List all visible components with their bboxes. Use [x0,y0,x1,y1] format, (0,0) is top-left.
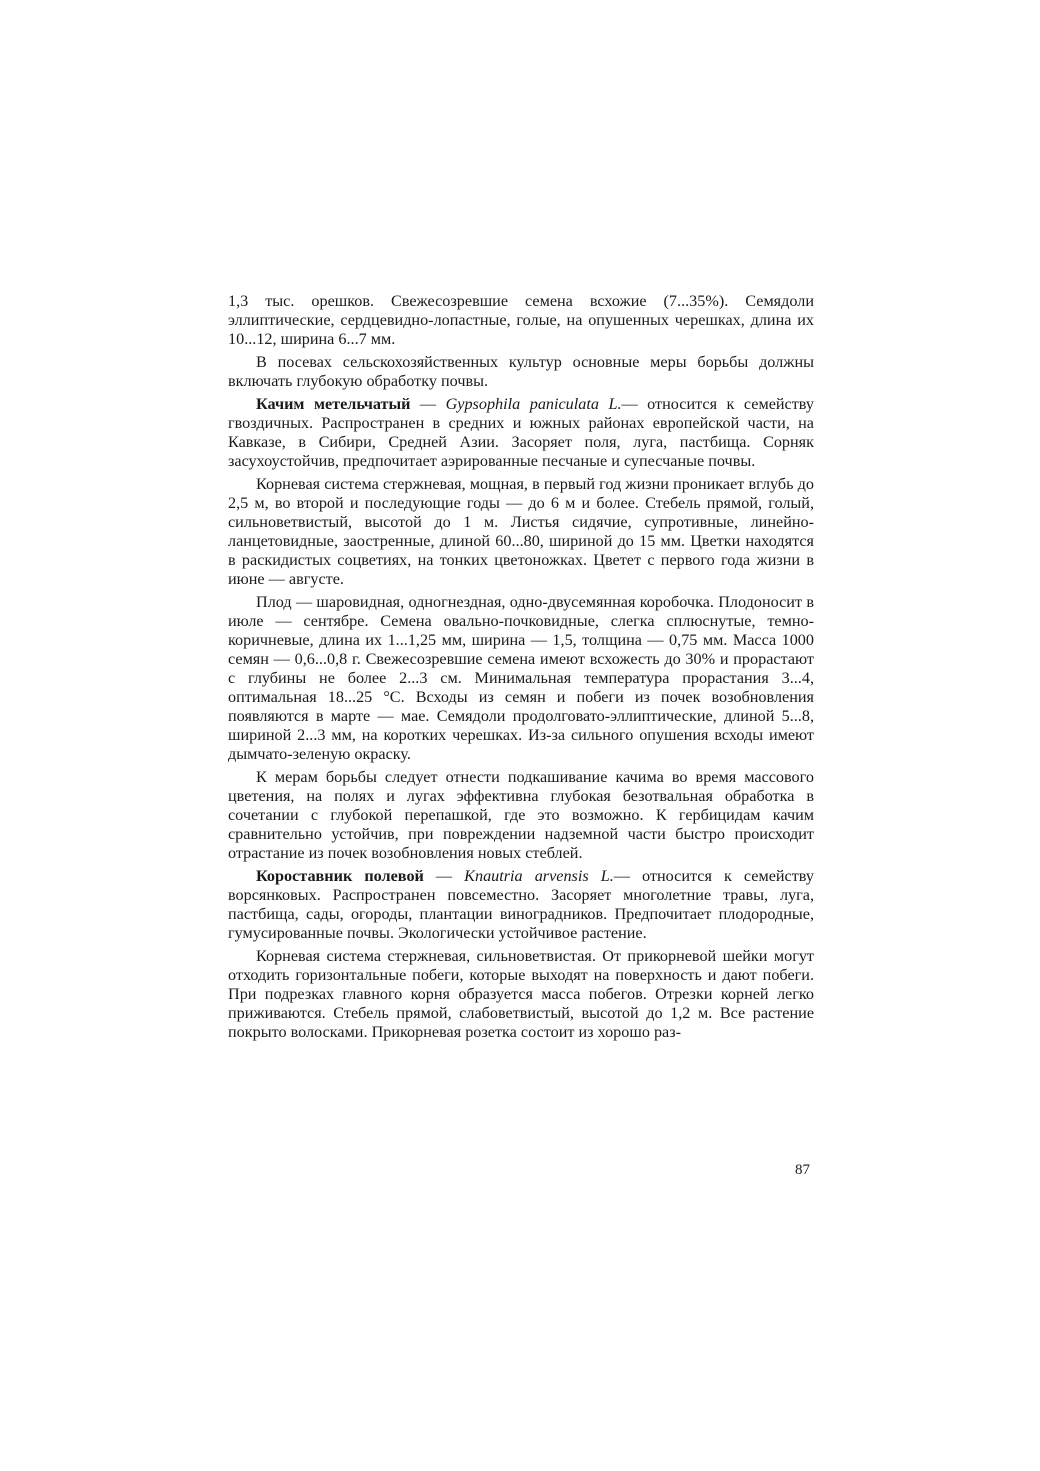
latin-name: Gypsophila paniculata L. [445,395,622,413]
paragraph [228,395,814,471]
dash: — [410,395,446,413]
paragraph-text: — относится к семейству ворсянковых. Распространен повсеместно. Засоряет многолетние травы, луга, пастбища, сады, огороды, плантации виноградников. Предпочитает плодородные, гумусированные почвы. Экологически устойчивое растение. [228,867,814,942]
species-name: Качим метельчатый [256,395,411,413]
paragraph: Плод — шаровидная, одногнездная, одно-двусемянная коробочка. Плодоносит в июле — сентябре. Семена овально-почковидные, слегка сплюснутые, темно-коричневые, длина их 1...1,25 мм, ширина — 1,5, толщина — 0,75 мм. Масса 1000 семян — 0,6...0,8 г. Свежесозревшие семена имеют всхожесть до 30% и прорастают с глубины не более 2...3 см. Минимальная температура прорастания 3...4, оптимальная 18...25 °С. Всходы из семян и побеги из почек возобновления появляются в марте — мае. Семядоли продолговато-эллиптические, длиной 5...8, шириной 2...3 мм, на коротких черешках. Из-за сильного опушения всходы имеют дымчато-зеленую окраску. [228,593,814,763]
paragraph: К мерам борьбы следует отнести подкашивание качима во время массового цветения, на полях и лугах эффективна глубокая безотвальная обработка в сочетании с глубокой перепашкой, где это возможно. К гербицидам качим сравнительно устойчив, при повреждении надземной части быстро происходит отрастание из почек возобновления новых стеблей. [228,768,814,862]
paragraph: 1,3 тыс. орешков. Свежесозревшие семена всхожие (7...35%). Семядоли эллиптические, сердцевидно-лопастные, голые, на опушенных черешках, длина их 10...12, ширина 6...7 мм. [228,292,814,348]
paragraph: Корневая система стержневая, сильноветвистая. От прикорневой шейки могут отходить горизонтальные побеги, которые выходят на поверхность и дают побеги. При подрезках главного корня образуется масса побегов. Отрезки корней легко приживаются. Стебель прямой, слабоветвистый, высотой до 1,2 м. Все растение покрыто волосками. Прикорневая розетка состоит из хорошо раз- [228,947,814,1041]
dash: — [423,867,465,885]
page-number: 87 [795,1162,810,1178]
latin-name: Knautria arvensis L. [464,867,614,885]
paragraph [228,867,814,943]
species-name: Короставник полевой [256,867,424,885]
paragraph: Корневая система стержневая, мощная, в первый год жизни проникает вглубь до 2,5 м, во второй и последующие годы — до 6 м и более. Стебель прямой, голый, сильноветвистый, высотой до 1 м. Листья сидячие, супротивные, линейно-ланцетовидные, заостренные, длиной 60...80, шириной до 15 мм. Цветки находятся в раскидистых соцветиях, на тонких цветоножках. Цветет с первого года жизни в июне — августе. [228,475,814,588]
page-text [228,292,814,1046]
paragraph: В посевах сельскохозяйственных культур основные меры борьбы должны включать глубокую обработку почвы. [228,353,814,390]
paragraph-text: — относится к семейству гвоздичных. Распространен в средних и южных районах европейской части, на Кавказе, в Сибири, Средней Азии. Засоряет поля, луга, пастбища. Сорняк засухоустойчив, предпочитает аэрированные песчаные и супесчаные почвы. [228,395,814,470]
